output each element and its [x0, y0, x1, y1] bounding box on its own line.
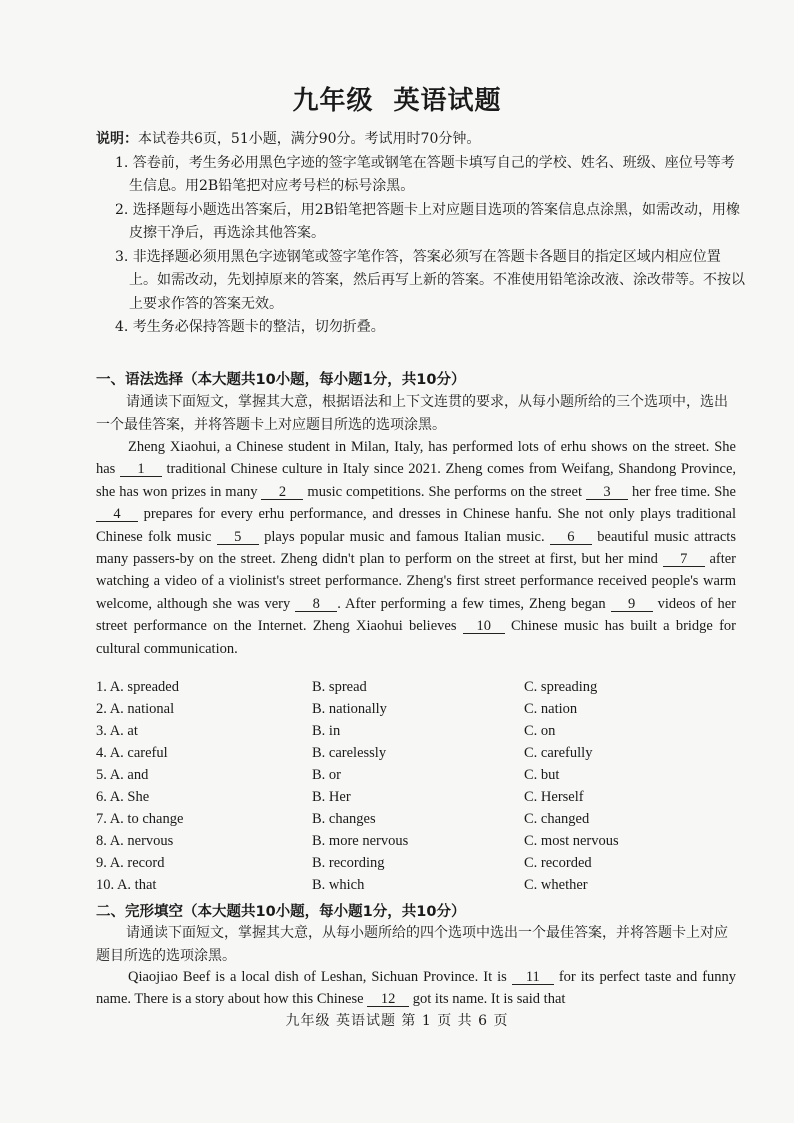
option-a: 3. A. at	[96, 722, 138, 739]
option-b: B. or	[312, 766, 341, 783]
passage-text: Zheng Xiaohui, a Chinese student in Milan, Italy, has performed lots of erhu shows on the street. She has	[96, 439, 736, 478]
passage-text: got its name. It is said that	[412, 991, 566, 1008]
notes-intro-label: 说明：	[96, 131, 138, 147]
option-b: B. in	[312, 722, 341, 739]
option-row	[96, 698, 736, 720]
options-list	[96, 676, 736, 896]
blank-11: 11	[512, 970, 554, 985]
section2-heading: 二、完形填空（本大题共10小题，每小题1分，共10分）	[96, 904, 466, 920]
option-c: C. whether	[524, 876, 588, 893]
option-a: 6. A. She	[96, 788, 150, 805]
blank-4: 4	[96, 507, 138, 522]
page-title	[0, 80, 794, 117]
passage-text: prepares for every erhu performance, and dresses in Chinese hanfu. She not only plays traditional Chinese folk music	[96, 506, 736, 545]
option-c: C. recorded	[524, 854, 592, 871]
option-c: C. spreading	[524, 678, 598, 695]
section1-passage	[96, 436, 736, 660]
option-a: 10. A. that	[96, 876, 157, 893]
option-c: C. changed	[524, 810, 590, 827]
option-b: B. spread	[312, 678, 367, 695]
page-footer: 九年级 英语试题 第 1 页 共 6 页	[285, 1013, 509, 1029]
option-row	[96, 852, 736, 874]
notes-item: 4. 考生务必保持答题卡的整洁，切勿折叠。	[115, 319, 385, 335]
title-grade: 九年级	[292, 86, 374, 116]
option-a: 1. A. spreaded	[96, 678, 179, 695]
passage-text: traditional Chinese culture in Italy since 2021. Zheng comes from Weifang, Shandong Province, she has won prizes in many	[96, 461, 737, 500]
option-b: B. more nervous	[312, 832, 409, 849]
passage-text: plays popular music and famous Italian music.	[264, 528, 545, 545]
option-a: 4. A. careful	[96, 744, 168, 761]
option-b: B. recording	[312, 854, 385, 871]
blank-7: 7	[663, 552, 705, 567]
option-row	[96, 676, 736, 698]
option-c: C. but	[524, 766, 560, 783]
notes-item: 2. 选择题每小题选出答案后，用2B铅笔把答题卡上对应题目选项的答案信息点涂黑，如需改动，用橡皮擦干净后，再选涂其他答案。	[115, 201, 741, 241]
blank-12: 12	[367, 992, 409, 1007]
option-c: C. most nervous	[524, 832, 619, 849]
passage-text: beautiful music attracts many passers-by on the street. Zheng didn't plan to perform on the street at first, but her mind	[96, 528, 736, 568]
option-b: B. carelessly	[312, 744, 387, 761]
option-a: 2. A. national	[96, 700, 175, 717]
section2-instruction: 请通读下面短文，掌握其大意，从每小题所给的四个选项中选出一个最佳答案，并将答题卡上对应题目所选的选项涂黑。	[96, 925, 728, 964]
notes-intro-text: 本试卷共6页，51小题，满分90分。考试用时70分钟。	[138, 131, 481, 147]
option-b: B. Her	[312, 788, 351, 805]
notes-item: 3. 非选择题必须用黑色字迹钢笔或签字笔作答，答案必须写在答题卡各题目的指定区域内相应位置上。如需改动，先划掉原来的答案，然后再写上新的答案。不准使用铅笔涂改液、涂改带等。不按以上要求作答的答案无效。	[115, 248, 745, 312]
option-b: B. nationally	[312, 700, 387, 717]
option-row	[96, 720, 736, 742]
option-row	[96, 786, 736, 808]
blank-3: 3	[586, 485, 628, 500]
blank-9: 9	[611, 597, 653, 612]
passage-text: Chinese music has built a bridge for cultural communication.	[96, 618, 736, 657]
notes-item: 1. 答卷前，考生务必用黑色字迹的签字笔或钢笔在答题卡填写自己的学校、姓名、班级、座位号等考生信息。用2B铅笔把对应考号栏的标号涂黑。	[115, 154, 735, 194]
option-b: B. changes	[312, 810, 376, 827]
option-c: C. on	[524, 722, 556, 739]
blank-6: 6	[550, 530, 592, 545]
passage-text: . After performing a few times, Zheng began	[337, 595, 606, 612]
option-row	[96, 830, 736, 852]
title-subject: 英语试题	[393, 86, 502, 116]
blank-5: 5	[217, 530, 259, 545]
option-row	[96, 874, 736, 896]
option-row	[96, 808, 736, 830]
option-a: 9. A. record	[96, 854, 165, 871]
passage-text: music competitions. She performs on the street	[307, 483, 583, 500]
notes-intro	[96, 128, 746, 152]
blank-10: 10	[463, 619, 505, 634]
option-a: 8. A. nervous	[96, 832, 174, 849]
option-row	[96, 764, 736, 786]
section1-heading: 一、语法选择（本大题共10小题，每小题1分，共10分）	[96, 372, 466, 388]
option-b: B. which	[312, 876, 365, 893]
passage-text: Qiaojiao Beef is a local dish of Leshan, Sichuan Province. It is	[128, 969, 507, 985]
option-c: C. Herself	[524, 788, 584, 805]
passage-text: after watching a video of a violinist's street performance. Zheng's first street performance received people's warm welcome, although she was very	[96, 551, 737, 612]
option-c: C. carefully	[524, 744, 593, 761]
section2-passage	[96, 966, 736, 1011]
option-c: C. nation	[524, 700, 578, 717]
passage-text: for its perfect taste and funny name. There is a story about how this Chinese	[96, 969, 737, 1008]
blank-1: 1	[120, 462, 162, 477]
section1-instruction: 请通读下面短文，掌握其大意，根据语法和上下文连贯的要求，从每小题所给的三个选项中，选出一个最佳答案，并将答题卡上对应题目所选的选项涂黑。	[96, 394, 728, 433]
option-a: 5. A. and	[96, 766, 149, 783]
blank-2: 2	[261, 485, 303, 500]
passage-text: videos of her street performance on the Internet. Zheng Xiaohui believes	[96, 595, 737, 635]
exam-notes	[96, 128, 746, 340]
passage-text: her free time. She	[631, 483, 736, 500]
option-row	[96, 742, 736, 764]
blank-8: 8	[295, 597, 337, 612]
option-a: 7. A. to change	[96, 810, 184, 827]
